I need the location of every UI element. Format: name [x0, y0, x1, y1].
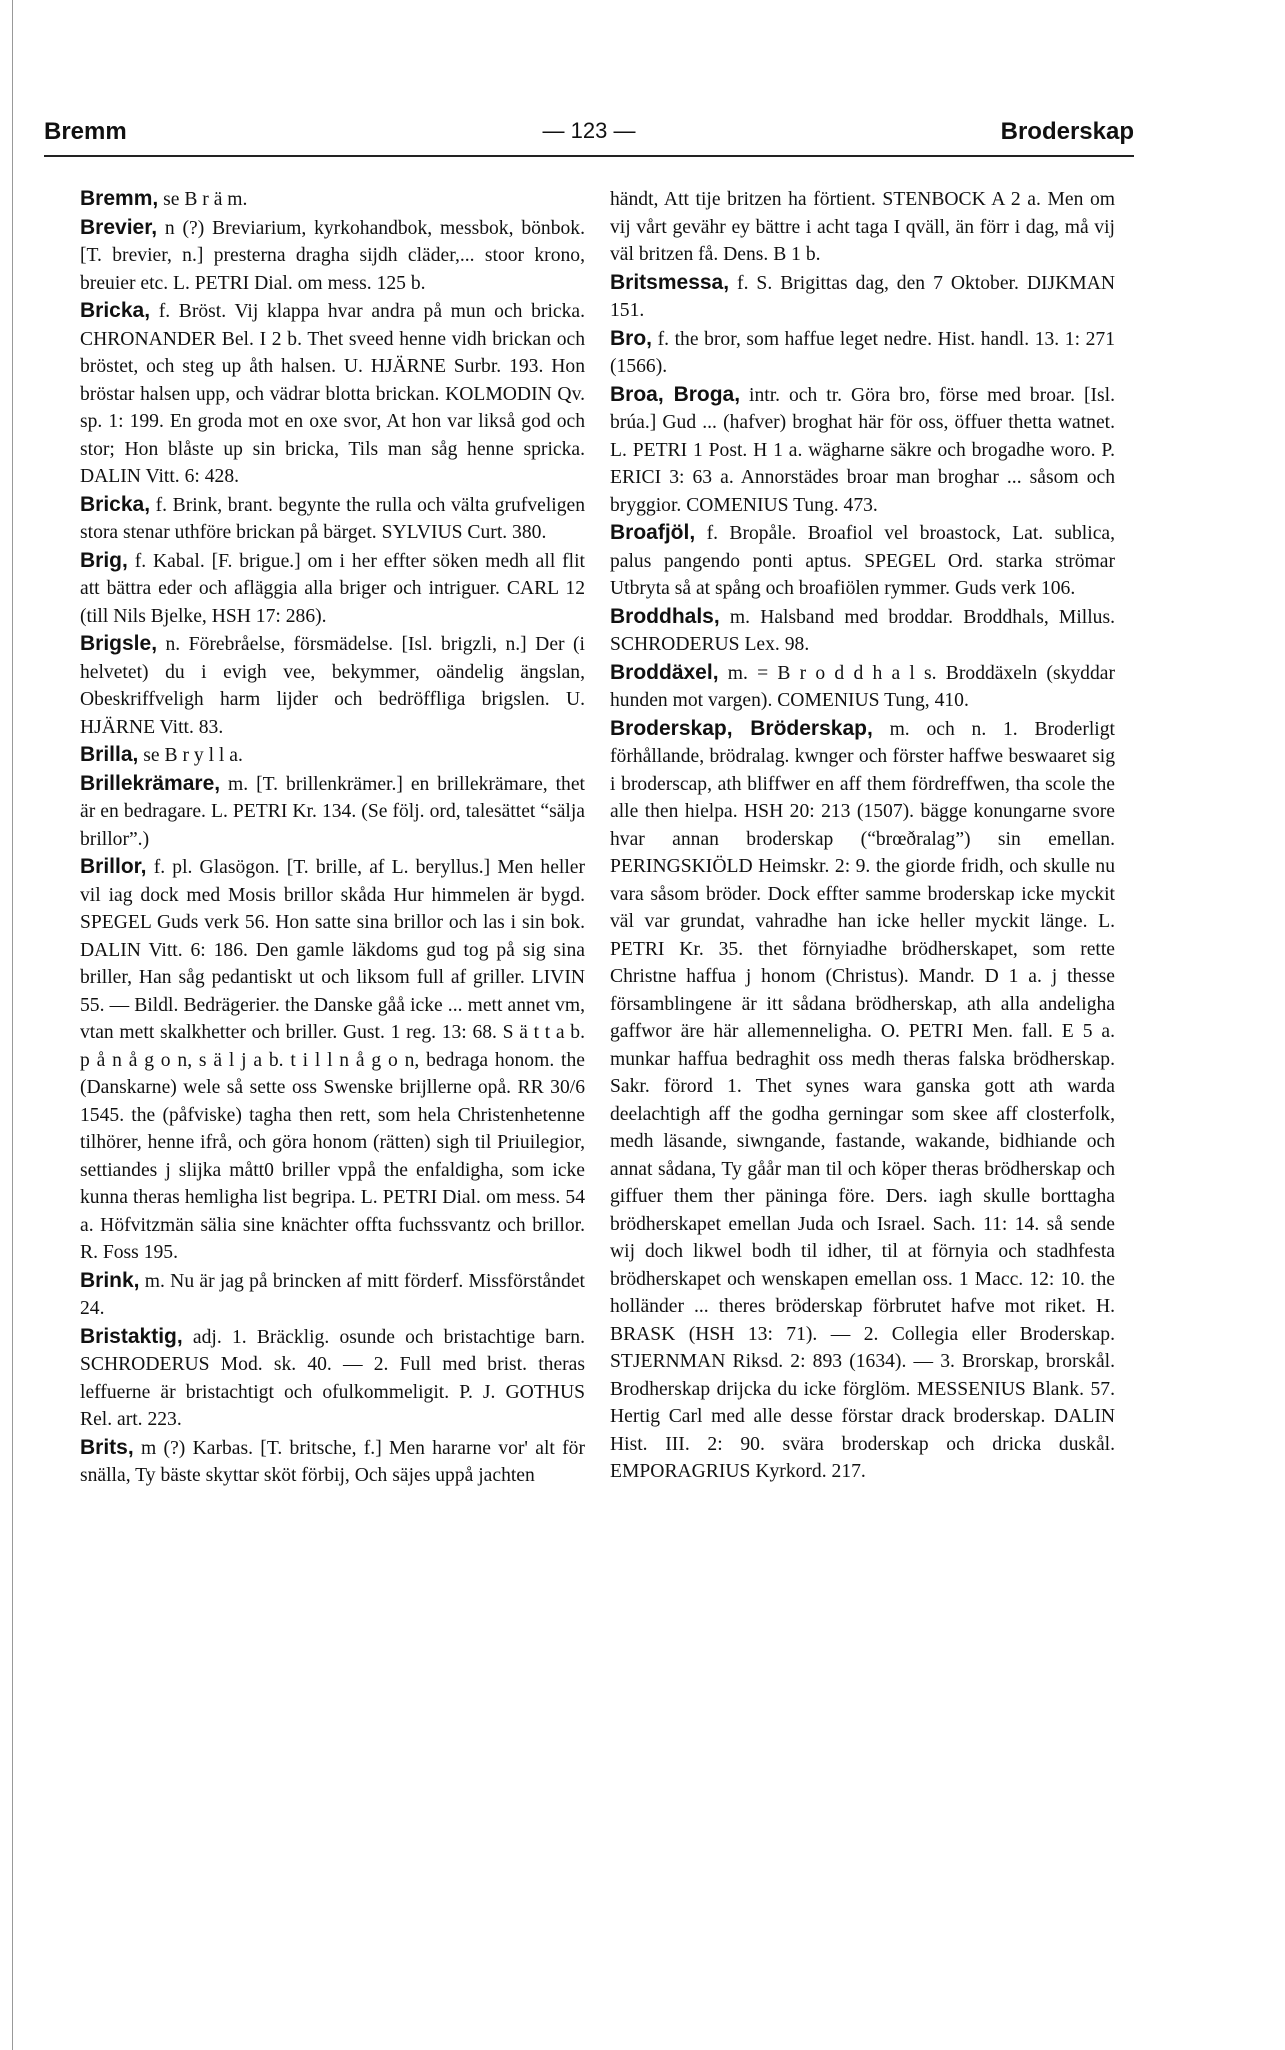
dictionary-entry	[80, 297, 585, 491]
entry-text: intr. och tr. Göra bro, förse med broar. [Isl. brúa.] Gud ... (hafver) broghat här för oss, öffuer thetta watnet. L. PETRI 1 Post. H 1 a. wägharne säkre och brogadhe woro. P. ERICI 3: 63 a. Annorstädes broar man broghar ... såsom och bryggior. COMENIUS Tung. 473.	[610, 384, 1115, 516]
dictionary-entry	[610, 325, 1115, 381]
entry-text: f. Kabal. [F. brigue.] om i her effter söken medh all flit att bättra eder och afläggia alla briger och intriguer. CARL 12 (till Nils Bjelke, HSH 17: 286).	[80, 550, 585, 627]
dictionary-entry	[80, 741, 585, 770]
left-column	[80, 185, 585, 1490]
entry-headword: Broafjöl,	[610, 521, 696, 544]
entry-headword: Bristaktig,	[80, 1324, 183, 1348]
entry-text: f. S. Brigittas dag, den 7 Oktober. DIJKMAN 151.	[610, 272, 1115, 321]
dictionary-entry	[80, 185, 585, 214]
dictionary-entry	[80, 853, 585, 1267]
entry-headword: Brillor,	[80, 855, 147, 878]
dictionary-entry	[610, 381, 1115, 520]
header-right-guideword: Broderskap	[1000, 118, 1134, 145]
page-number: — 123 —	[542, 118, 636, 143]
entry-text: f. Brink, brant. begynte the rulla och välta grufveligen stora stenar uthföre brickan på bärget. SYLVIUS Curt. 380.	[80, 494, 585, 543]
entry-text: se B r ä m.	[158, 189, 248, 210]
entry-headword: Bricka,	[80, 492, 151, 516]
header-left-guideword: Bremm	[44, 118, 127, 145]
entry-headword: Brillekrämare,	[80, 771, 221, 795]
entry-text: m. = B r o d d h a l s. Broddäxeln (skyddar hunden mot vargen). COMENIUS Tung, 410.	[610, 662, 1115, 711]
entry-headword: Brilla,	[80, 743, 139, 766]
dictionary-entry	[80, 1323, 585, 1434]
entry-headword: Brevier,	[80, 215, 158, 239]
entry-headword: Brig,	[80, 548, 128, 572]
entry-headword: Britsmessa,	[610, 270, 730, 294]
right-column	[610, 185, 1115, 1486]
entry-headword: Bremm,	[80, 187, 159, 210]
dictionary-entry	[80, 1434, 585, 1490]
entry-headword: Brits,	[80, 1435, 134, 1459]
entry-headword: Broddäxel,	[610, 660, 719, 684]
entry-text: se B r y l l a.	[138, 745, 243, 766]
dictionary-entry	[610, 269, 1115, 325]
entry-headword: Bro,	[610, 326, 652, 350]
dictionary-entry	[80, 547, 585, 631]
entry-text: m. Nu är jag på brincken af mitt förderf. Missförståndet 24.	[80, 1270, 585, 1319]
entry-headword: Brink,	[80, 1268, 140, 1292]
entry-text: n (?) Breviarium, kyrkohandbok, messbok, bönbok. [T. brevier, n.] presterna dragha sijdh cläder,... stoor krono, breuier etc. L. PETRI Dial. om mess. 125 b.	[80, 217, 585, 294]
entry-headword: Broddhals,	[610, 604, 720, 628]
dictionary-entry	[80, 1267, 585, 1323]
dictionary-entry	[610, 603, 1115, 659]
dictionary-entry	[610, 519, 1115, 603]
dictionary-entry	[610, 715, 1115, 1486]
entry-text: f. Bröst. Vij klappa hvar andra på mun och bricka. CHRONANDER Bel. I 2 b. Thet sveed henne vidh brickan och bröstet, och steg up åth halsen. U. HJÄRNE Surbr. 193. Hon bröstar halsen upp, och vädrar blotta brickan. KOLMODIN Qv. sp. 1: 199. En groda mot en oxe svor, At hon var likså god och stor; Hon blåste up sin bricka, Tils man såg henne spricka. DALIN Vitt. 6: 428.	[80, 301, 585, 487]
dictionary-entry	[80, 770, 585, 854]
entry-headword: Broa, Broga,	[610, 382, 741, 406]
entry-headword: Bricka,	[80, 299, 151, 322]
entry-text: händt, Att tije britzen ha förtient. STENBOCK A 2 a. Men om vij vårt gevähr ey bättre i acht taga I qväll, än förr i dag, må vij väl britzen få. Dens. B 1 b.	[610, 189, 1115, 265]
entry-headword: Broderskap, Bröderskap,	[610, 716, 873, 740]
entry-text: f. the bror, som haffue leget nedre. Hist. handl. 13. 1: 271 (1566).	[610, 328, 1115, 377]
page-header	[44, 118, 1134, 152]
binding-line	[12, 0, 13, 2050]
entry-headword: Brigsle,	[80, 632, 158, 655]
dictionary-entry	[80, 491, 585, 547]
entry-text: f. pl. Glasögon. [T. brille, af L. beryllus.] Men heller vil iag dock med Mosis brillor skåda Hur himmelen är bygd. SPEGEL Guds verk 56. Hon satte sina brillor och las i sin bok. DALIN Vitt. 6: 186. Den gamle läkdoms gud tog på sig sina briller, Han såg pedantiskt ut och liksom full af griller. LIVIN 55. — Bildl. Bedrägerier. the Danske gåå icke ... mett annet vm, vtan mett skalkhetter och briller. Gust. 1 reg. 13: 68. S ä t t a b. p å n å g o n, s ä l j a b. t i l l n å g o n, bedraga honom. the (Danskarne) wele så sette oss Swenske brijllerne opå. RR 30/6 1545. the (påfviske) tagha then rett, som hela Christenhetenne tilhörer, henne ifrå, och göra honom (rätten) sigh til Priuilegior, settiandes j slijka mått0 briller vppå the enfaldigha, som icke kunna theras hemligha list begripa. L. PETRI Dial. om mess. 54 a. Höfvitzmän sälia sine knächter offta fuchssvantz och brillor. R. Foss 195.	[80, 857, 585, 1263]
entry-text: f. Bropåle. Broafiol vel broastock, Lat. sublica, palus pangendo ponti aptus. SPEGEL Ord. starka strömar Utbryta så at spång och broafiölen rymmer. Guds verk 106.	[610, 523, 1115, 599]
entry-text: m. och n. 1. Broderligt förhållande, brödralag. kwnger och förster haffwe beswaaret sig i broderscap, ath bliffwer en aff them fördreffwen, tha scole the alle then hielpa. HSH 20: 213 (1507). bägge konungarne svore hvar annan broderskap (“brœðralag”) sin emellan. PERINGSKIÖLD Heimskr. 2: 9. the giorde fridh, och skulle nu vara såsom bröder. Dock effter samme broderskap icke myckit väl var grundat, vahradhe han icke heller myckit länge. L. PETRI Kr. 35. thet förnyiadhe brödherskapet, som rette Christne haffua j honom (Christus). Mandr. D 1 a. j thesse församblingene är itt sådana brödherskap, ath alla andeligha gaffwor äre här allemenneligha. O. PETRI Men. fall. E 5 a. munkar haffua bedraghit oss medh theras falska brödherskap. Sakr. förord 1. Thet synes wara ganska gott ath warda deelachtigh aff the godha gerningar som skee aff closterfolk, medh läsande, siwngande, fastande, wakande, bidhiande och annat sådana, Ty gåår man til och köper theras brödherskap och giffuer them ther päninga före. Ders. iagh skulle borttagha brödherskapet emellan Juda och Israel. Sach. 11: 14. så sende wij doch likwel bodh til idher, til at förnyia och stadhfesta brödherskapet och wenskapen emellan oss. 1 Macc. 12: 10. the holländer ... theres bröderskap förbrutet hafve mot riket. H. BRASK (HSH 13: 71). — 2. Collegia eller Broderskap. STJERNMAN Riksd. 2: 893 (1634). — 3. Brorskap, brorskål. Brodherskap drijcka du icke förglöm. MESSENIUS Blank. 57. Hertig Carl med alle desse förstar drack broderskap. DALIN Hist. III. 2: 90. svära broderskap och dricka duskål. EMPORAGRIUS Kyrkord. 217.	[610, 718, 1115, 1482]
dictionary-entry	[610, 659, 1115, 715]
entry-text: m. [T. brillenkrämer.] en brillekrämare, thet är en bedragare. L. PETRI Kr. 134. (Se följ. ord, talesättet “sälja brillor”.)	[80, 773, 585, 850]
entry-text: n. Förebråelse, försmädelse. [Isl. brigzli, n.] Der (i helvetet) du i evigh vee, bekymmer, oändelig ängslan, Obeskriffveligh harm lijder och bedröffliga brigslen. U. HJÄRNE Vitt. 83.	[80, 634, 585, 738]
dictionary-entry	[80, 630, 585, 741]
entry-text: m. Halsband med broddar. Broddhals, Millus. SCHRODERUS Lex. 98.	[610, 606, 1115, 655]
entry-text: m (?) Karbas. [T. britsche, f.] Men hararne vor' alt för snälla, Ty bäste skyttar sköt förbij, Och säjes uppå jachten	[80, 1437, 585, 1486]
dictionary-entry	[610, 185, 1115, 269]
dictionary-entry	[80, 214, 585, 298]
entry-text: adj. 1. Bräcklig. osunde och bristachtige barn. SCHRODERUS Mod. sk. 40. — 2. Full med brist. theras leffuerne är bristachtigt och ofulkommeligit. P. J. GOTHUS Rel. art. 223.	[80, 1326, 585, 1430]
header-rule	[44, 155, 1134, 157]
